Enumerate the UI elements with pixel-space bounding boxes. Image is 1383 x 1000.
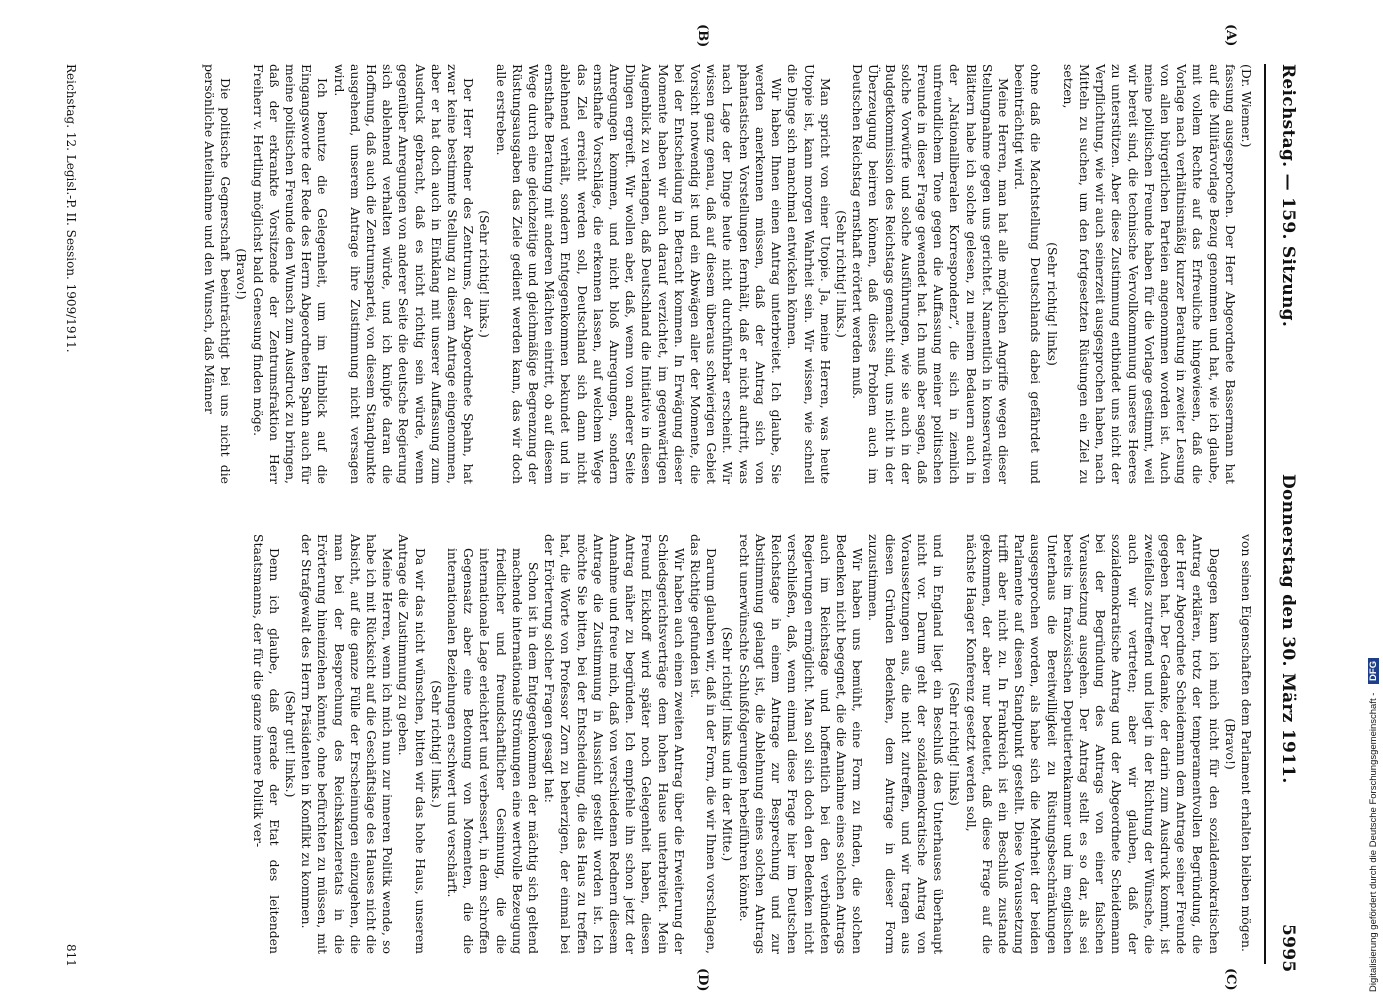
paragraph: Wir haben Ihnen einen Antrag unterbreitet. Ich glaube, Sie werden anerkennen müssen, daß der Antrag sich von phantastischen Vorstellungen fernhält, daß er nicht auftritt, was nach Lage der Dinge heute nicht durchführbar erscheint. Wir wissen ganz genau, daß auf diesem überaus schwierigen Gebiet Vorsicht notwendig ist und ein Abwägen aller der Momente, die bei der Entscheidung in Betracht kommen. In Erwägung dieser Momente haben wir auch darauf verzichtet, im gegenwärtigen Augenblick zu verlangen, daß Deutschland die Initiative in diesen Dingen ergreift. Wir wollen aber, daß, wenn von anderer Seite Anregungen kommen, und nicht bloß Anregungen, sondern ernsthafte Vorschläge, die erkennen lassen, auf welchem Wege das Ziel erreicht werden soll, Deutschland sich dann nicht ablehnend verhält, sondern Entgegenkommen bekundet und in ernsthafte Beratung mit anderen Mächten eintritt, ob auf diesem Wege durch eine gleichzeitige und gleichmäßige Begrenzung der Rüstungsausgaben das Ziele gedient werden kann, das wir doch alle erstreben. — [493, 64, 785, 484]
paragraph: Der Herr Redner des Zentrums, der Abgeordnete Spahn, hat zwar keine bestimmte Stellung zu diesem Antrage eingenommen, aber er hat doch auch in Einklang mit unserer Auffassung zum Ausdruck gebracht, daß es nicht richtig sein würde, wenn gegenüber Anregungen von anderer Seite die deutsche Regierung sich ablehnend verhalten würde, und ich knüpfe daran die Hoffnung, daß auch die Zentrumspartei, von diesem Standpunkte ausgehend, unserem Antrage ihre Zustimmung nicht versagen wird. — [331, 64, 477, 484]
paragraph: Denn ich glaube, daß gerade der Etat des leitenden Staatsmanns, der für die ganze innere Politik ver- — [250, 534, 282, 954]
paragraph: von seinen Eigenschaften dem Parlament erhalten bleiben mögen. — [1239, 534, 1254, 952]
interjection: (Bravo!) — [234, 248, 250, 300]
paragraph: Man spricht von einer Utopie. Ja, meine Herren, was heute Utopie ist, kann morgen Wahrheit sein. Wir wissen, wie schnell die Dinge sich manchmal entwickeln können. — [785, 64, 833, 484]
interjection: (Sehr richtig! links und in der Mitte.) — [720, 626, 736, 862]
credit-text: Digitalisierung gefördert durch die Deutsche Forschungsgemeinschaft - — [1368, 692, 1379, 992]
page-header — [1270, 64, 1300, 973]
interjection: (Sehr richtig! links) — [1044, 242, 1060, 366]
paragraph: Wir haben auch einen zweiten Antrag über die Erweiterung der Schiedsgerichtsverträge dem hohen Hause unterbreitet. Mein Freund Eickhoff wird später noch Gelegenheit haben, diesen Antrag näher zu begründen. Ich empfehle ihn schon jetzt der Annahme und freue mich, daß von verschiedenen Rednern diesem Antrage die Zustimmung in Aussicht gestellt worden ist. Ich möchte Sie bitten, bei der Entscheidung, die das Haus zu treffen hat, die Worte von Professor Zorn zu beherzigen, der einmal bei der Erörterung solcher Fragen gesagt hat: — [542, 534, 687, 954]
quotation: Schon ist in dem Entgegenkommen der mächtig sich geltend machende internationale Strömungen eine wertvolle Bezeugung friedlicher und freundschaftlicher Gesinnung, die die internationale Lage erleichtert und verbessert, in dem schroffen Gegensatz aber eine Betonung von Momenten, die die internationalen Beziehungen erschwert und verschärft. — [445, 548, 542, 955]
paragraph: Die politische Gegnerschaft beeinträchtigt bei uns nicht die persönliche Anteilnahme und den Wunsch, daß Männer — [202, 64, 234, 484]
interjection: (Bravo!) — [1222, 718, 1238, 770]
left-column — [201, 64, 1254, 484]
interjection: (Sehr richtig! links.) — [477, 210, 493, 338]
margin-marker-b: (B) — [695, 24, 710, 48]
paragraph: Da wir das nicht wünschen, bitten wir das hohe Haus, unserem Antrage die Zustimmung zu geben. — [396, 534, 428, 954]
paragraph: ohne daß die Machtstellung Deutschlands dabei gefährdet und beeinträchtigt wird. — [1012, 64, 1044, 484]
interjection: (Sehr richtig! links.) — [833, 210, 849, 338]
header-date: Donnerstag den 30. März 1911. — [1278, 474, 1298, 784]
interjection: (Sehr richtig! links.) — [428, 680, 444, 808]
page-number: 5995 — [1278, 924, 1298, 973]
dfg-logo: DFG — [1368, 658, 1379, 684]
digitization-credit — [1368, 192, 1379, 992]
margin-marker-a: (A) — [1223, 24, 1238, 47]
paragraph: und in England liegt ein Beschluß des Unterhauses überhaupt nicht vor. Darum geht der sozialdemokratische Antrag von Voraussetzungen aus, die nicht zutreffen, und wir tragen aus diesen Gründen Bedenken, dem Antrage in dieser Form zuzustimmen. — [866, 534, 947, 954]
paragraph: Dagegen kann ich mich nicht für den sozialdemokratischen Antrag erklären, trotz der temperamentvollen Begründung, die der Herr Abgeordnete Scheidemann dem Antrage seiner Freunde gegeben hat. Der Gedanke, der darin zum Ausdruck kommt, ist zweifellos zutreffend und liegt in der Richtung der Wünsche, die auch wir vertreten; aber wir glauben, daß der sozialdemokratische Antrag und der Abgeordnete Scheidemann bei der Begründung des Antrags von einer falschen Voraussetzung ausgehen. Der Antrag stellt es so dar, als sei bereits im französischen Deputiertenkammer und im englischen Unterhaus die Bereitwilligkeit zu Rüstungsbeschränkungen ausgesprochen worden, als habe sich die Mehrheit der beiden Parlamente auf diesen Standpunkt gestellt. Diese Voraussetzung trifft aber nicht zu. In Frankreich ist ein Beschluß zustande gekommen, der aber nur bedeutet, daß diese Frage auf die nächste Haager Konferenz gesetzt werden soll, — [963, 534, 1222, 954]
page-footer-right: 811 — [64, 944, 78, 967]
header-rule — [1264, 64, 1266, 964]
header-left: Reichstag. — 159. Sitzung. — [1278, 64, 1298, 328]
document-page — [60, 24, 1300, 992]
speaker-label: (Dr. Wiemer.) — [1239, 64, 1254, 148]
paragraph: Wir haben uns bemüht, eine Form zu finden, die solchen Bedenken nicht begegnet, die die Annahme eines solchen Antrags auch im Reichstage und hoffentlich bei den verbündeten Regierungen ermöglicht. Man soll sich doch den Bedenken nicht verschließen, daß, wenn einmal diese Frage hier im Deutschen Reichstage in einem Antrage zur Besprechung und zur Abstimmung gelangt ist, die Ablehnung eines solchen Antrags recht unerwünschte Schlußfolgerungen herbeiführen könnte. — [736, 534, 866, 954]
right-column — [249, 534, 1254, 954]
margin-marker-d: (D) — [695, 968, 710, 992]
paragraph: Ich benutze die Gelegenheit, um im Hinblick auf die Eingangsworte der Rede des Herrn Abgeordneten Spahn auch für meine politischen Freunde den Wunsch zum Ausdruck zu bringen, daß der erkrankte Vorsitzende der Zentrumsfraktion Herr Freiherr v. Hertling möglichst bald Genesung finden möge. — [250, 64, 331, 484]
interjection: (Sehr gut! links.) — [283, 690, 299, 798]
page-footer-left: Reichstag. 12. Legisl.-P. II. Session. 1909/1911. — [64, 64, 78, 353]
paragraph: Darum glauben wir, daß in der Form, die wir Ihnen vorschlagen, das Richtige gefunden ist. — [688, 534, 720, 954]
interjection: (Sehr richtig! links) — [947, 682, 963, 806]
paragraph: Meine Herren, wenn ich mich nun zur inneren Politik wende, so habe ich mit Rücksicht auf die Geschäftslage des Hauses nicht die Absicht, auf die ganze Fülle der Erscheinungen einzugehen, die man bei der Besprechung des Reichskanzleretats in die Erörterung hineinziehen könnte, ohne befürchten zu müssen, mit der Strafgewalt des Herrn Präsidenten in Konflikt zu kommen. — [299, 534, 396, 954]
paragraph: Meine Herren, man hat alle möglichen Angriffe wegen dieser Stellungnahme gegen uns gerichtet. Namentlich in konservativen Blättern habe ich solche gelesen, zu meinem Bedauern auch in der „Nationalliberalen Korrespondenz“, die sich in ziemlich unfreundlichem Tone gegen die Auffassung meiner politischen Freunde in dieser Frage gewendet hat. Ich muß aber sagen, daß solche Vorwürfe und solche Ausführungen, wie sie auch in der Budgetkommission des Reichstags gemacht sind, uns nicht in der Überzeugung beirren können, daß dieses Problem auch im Deutschen Reichstag ernsthaft erörtert werden muß. — [850, 64, 1011, 484]
margin-marker-c: (C) — [1223, 968, 1238, 991]
paragraph: fassung ausgesprochen. Der Herr Abgeordnete Bassermann hat auf die Militärvorlage Bezug genommen und hat, wie ich glaube, mit vollem Rechte auf das Erfreuliche hingewiesen, daß die Vorlage nach verhältnismäßig kurzer Beratung in zweiter Lesung von allen bürgerlichen Parteien angenommen worden ist. Auch meine politischen Freunde haben für die Vorlage gestimmt, weil wir bereit sind, die technische Vervollkommnung unseres Heeres zu unterstützen. Aber diese Zustimmung entbindet uns nicht der Verpflichtung, wie wir auch seinerzeit ausgesprochen haben, nach Mitteln zu suchen, um den fortgesetzten Rüstungen ein Ziel zu setzen, — [1060, 64, 1238, 484]
